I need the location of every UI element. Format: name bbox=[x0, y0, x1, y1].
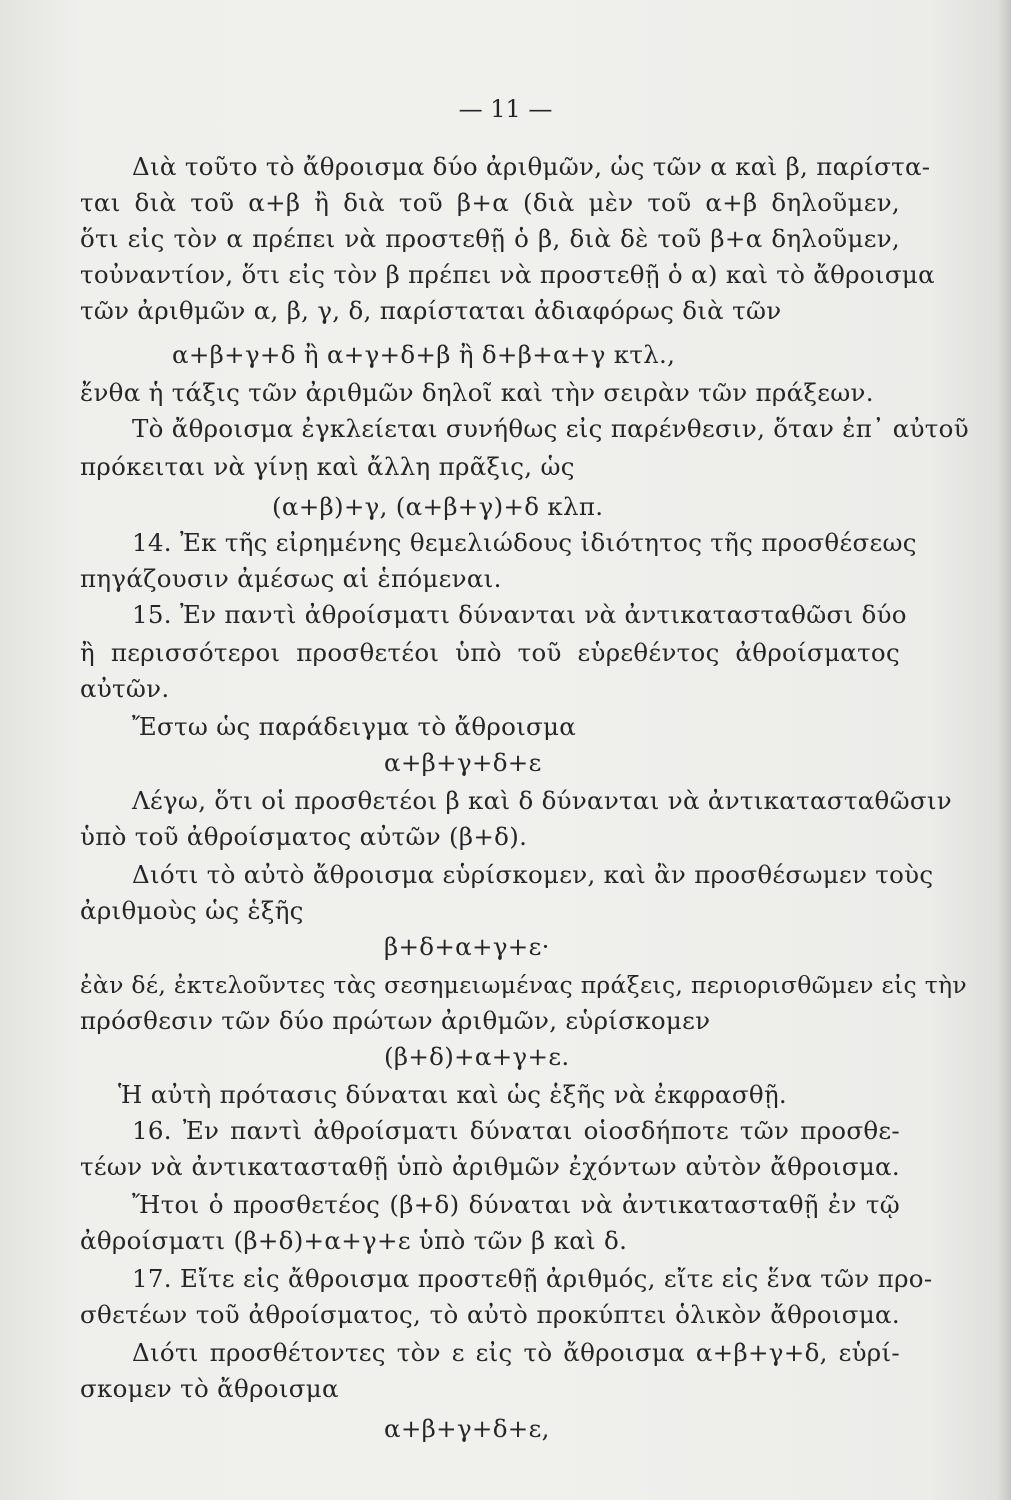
text-line: ἀθροίσματι (β+δ)+α+γ+ε ὑπὸ τῶν β καὶ δ. bbox=[80, 1226, 628, 1255]
text-line: σκομεν τὸ ἄθροισμα bbox=[80, 1374, 339, 1403]
text-line: πρόκειται νὰ γίνῃ καὶ ἄλλη πρᾶξις, ὡς bbox=[80, 452, 575, 481]
text-line: πρόσθεσιν τῶν δύο πρώτων ἀριθμῶν, εὑρίσκομεν bbox=[80, 1006, 711, 1035]
text-line: τέων νὰ ἀντικατασταθῇ ὑπὸ ἀριθμῶν ἐχόντων αὐτὸν ἄθροισμα. bbox=[80, 1152, 900, 1181]
text-line: Διὰ τοῦτο τὸ ἄθροισμα δύο ἀριθμῶν, ὡς τῶν α καὶ β, παρίστα- bbox=[132, 152, 931, 181]
text-line: πηγάζουσιν ἀμέσως αἱ ἑπόμεναι. bbox=[80, 564, 502, 593]
text-line: Ἡ αὐτὴ πρότασις δύναται καὶ ὡς ἑξῆς νὰ ἐκφρασθῇ. bbox=[118, 1080, 788, 1109]
section-16-line: 16. Ἐν παντὶ ἀθροίσματι δύναται οἱοσδήποτε τῶν προσθε- bbox=[132, 1116, 900, 1145]
text-line: Τὸ ἄθροισμα ἐγκλείεται συνήθως εἰς παρένθεσιν, ὅταν ἐπ᾽ αὐτοῦ bbox=[132, 414, 969, 443]
text-line: τοὐναντίον, ὅτι εἰς τὸν β πρέπει νὰ προστεθῇ ὁ α) καὶ τὸ ἄθροισμα bbox=[80, 260, 935, 289]
text-line: ται διὰ τοῦ α+β ἢ διὰ τοῦ β+α (διὰ μὲν τοῦ α+β δηλοῦμεν, bbox=[80, 188, 900, 217]
text-line: Ἤτοι ὁ προσθετέος (β+δ) δύναται νὰ ἀντικατασταθῇ ἐν τῷ bbox=[132, 1190, 900, 1219]
formula-line: α+β+γ+δ+ε, bbox=[384, 1414, 550, 1443]
text-line: Λέγω, ὅτι οἱ προσθετέοι β καὶ δ δύνανται νὰ ἀντικατασταθῶσιν bbox=[132, 786, 953, 815]
text-line: ὑπὸ τοῦ ἀθροίσματος αὐτῶν (β+δ). bbox=[80, 822, 528, 851]
section-17-line: 17. Εἴτε εἰς ἄθροισμα προστεθῇ ἀριθμός, εἴτε εἰς ἕνα τῶν προ- bbox=[132, 1264, 933, 1293]
text-line: ἢ περισσότεροι προσθετέοι ὑπὸ τοῦ εὑρεθέντος ἀθροίσματος bbox=[80, 638, 900, 667]
text-line: ὅτι εἰς τὸν α πρέπει νὰ προστεθῇ ὁ β, διὰ δὲ τοῦ β+α δηλοῦμεν, bbox=[80, 224, 900, 253]
formula-line: α+β+γ+δ+ε bbox=[384, 748, 542, 777]
formula-line: (α+β)+γ, (α+β+γ)+δ κλπ. bbox=[272, 492, 604, 521]
formula-line: (β+δ)+α+γ+ε. bbox=[384, 1042, 570, 1071]
section-15-line: 15. Ἐν παντὶ ἀθροίσματι δύνανται νὰ ἀντικατασταθῶσι δύο bbox=[132, 600, 907, 629]
text-line: ἔνθα ἡ τάξις τῶν ἀριθμῶν δηλοῖ καὶ τὴν σειρὰν τῶν πράξεων. bbox=[80, 378, 874, 407]
text-line: ἐὰν δέ, ἐκτελοῦντες τὰς σεσημειωμένας πράξεις, περιορισθῶμεν εἰς τὴν bbox=[80, 971, 968, 999]
page-number: — 11 — bbox=[458, 95, 553, 123]
formula-line: α+β+γ+δ ἢ α+γ+δ+β ἢ δ+β+α+γ κτλ., bbox=[172, 340, 676, 369]
text-line: Διότι προσθέτοντες τὸν ε εἰς τὸ ἄθροισμα α+β+γ+δ, εὑρί- bbox=[132, 1338, 900, 1367]
text-line: ἀριθμοὺς ὡς ἑξῆς bbox=[80, 896, 304, 925]
text-line: τῶν ἀριθμῶν α, β, γ, δ, παρίσταται ἀδιαφόρως διὰ τῶν bbox=[80, 296, 782, 325]
text-line: αὐτῶν. bbox=[80, 674, 170, 703]
text-line: σθετέων τοῦ ἀθροίσματος, τὸ αὐτὸ προκύπτει ὁλικὸν ἄθροισμα. bbox=[80, 1300, 900, 1329]
text-line: Ἔστω ὡς παράδειγμα τὸ ἄθροισμα bbox=[132, 712, 577, 741]
formula-line: β+δ+α+γ+ε· bbox=[384, 932, 550, 961]
page-fold-shadow bbox=[997, 0, 1011, 1500]
text-line: Διότι τὸ αὐτὸ ἄθροισμα εὑρίσκομεν, καὶ ἂν προσθέσωμεν τοὺς bbox=[132, 860, 934, 889]
section-14-line: 14. Ἐκ τῆς εἰρημένης θεμελιώδους ἰδιότητος τῆς προσθέσεως bbox=[132, 528, 917, 557]
